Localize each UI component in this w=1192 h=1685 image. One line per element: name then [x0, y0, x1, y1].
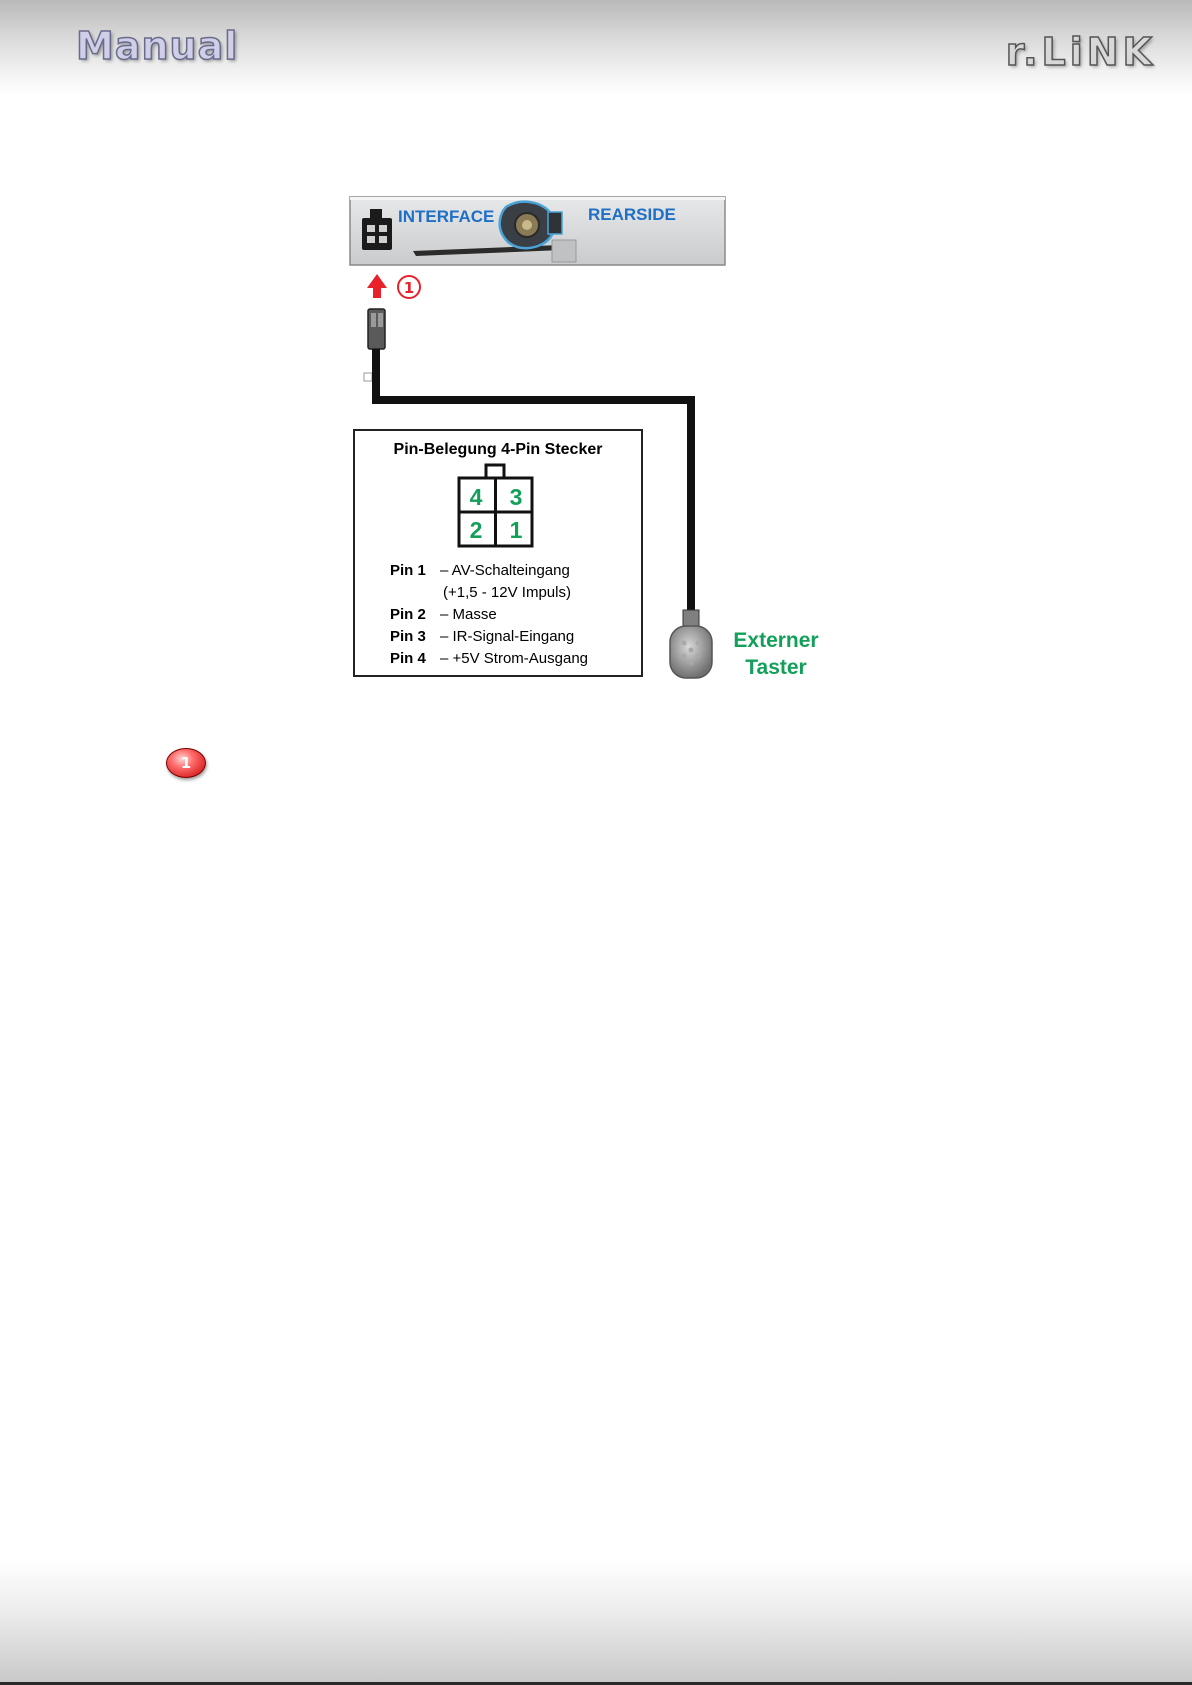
external-button-label-line2: Taster: [745, 656, 807, 679]
pin-row-4-desc: – +5V Strom-Ausgang: [440, 650, 589, 667]
external-button-icon: [670, 610, 712, 678]
pin-assignment-box: [354, 430, 642, 676]
page-footer: [0, 1560, 1192, 1685]
step-marker: [398, 276, 420, 298]
pin-number-1: 1: [509, 517, 523, 543]
pin-row-2-desc: – Masse: [440, 606, 497, 623]
small-marker-square: [364, 373, 372, 381]
rlink-logo: r.LiNK: [1005, 30, 1156, 74]
rearside-label: REARSIDE: [588, 205, 676, 224]
pin-row-1-desc: – AV-Schalteingang: [440, 562, 570, 579]
pin-row-2-label: Pin 2: [390, 606, 426, 623]
step-marker-number: 1: [403, 279, 415, 297]
pin-row-3-desc: – IR-Signal-Eingang: [440, 628, 575, 645]
pin-layout-diagram: [459, 465, 532, 546]
pin-row-4-label: Pin 4: [390, 650, 426, 667]
insert-arrow-icon: [367, 274, 387, 298]
pin-number-3: 3: [509, 484, 523, 510]
pin-box-title: Pin-Belegung 4-Pin Stecker: [393, 441, 603, 458]
step-note-badge: 1: [166, 748, 206, 778]
external-button-label-line1: Externer: [733, 629, 819, 652]
pin-number-2: 2: [469, 517, 483, 543]
pin-row-3-label: Pin 3: [390, 628, 426, 645]
manual-logo: Manual: [76, 24, 239, 68]
four-pin-plug-icon: [368, 309, 385, 349]
pin-row-1-note: (+1,5 - 12V Impuls): [443, 584, 571, 601]
interface-label: INTERFACE: [398, 207, 495, 226]
pin-number-4: 4: [469, 484, 483, 510]
pin-row-1-label: Pin 1: [390, 562, 426, 579]
interface-rear-panel: [350, 197, 725, 265]
